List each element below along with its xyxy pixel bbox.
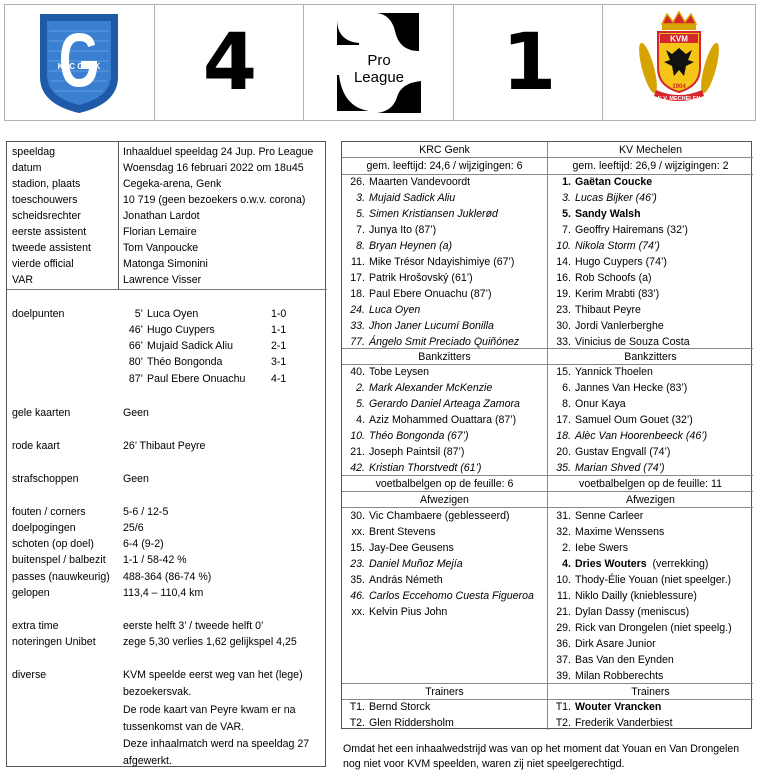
away-belgians-count: voetbalbelgen op de feuille: 11 <box>579 478 722 490</box>
shirt-number: 5. <box>562 208 571 220</box>
player-name: Luca Oyen <box>369 304 421 316</box>
shirt-number: 19. <box>556 288 571 300</box>
list-item <box>548 511 643 522</box>
krc-genk-logo <box>37 11 121 115</box>
player-name: Rob Schoofs (a) <box>575 272 652 284</box>
shirt-number: 21. <box>556 606 571 618</box>
goal-minute: 66’ <box>128 340 143 352</box>
shirt-number: 32. <box>556 526 571 538</box>
player-note: (verrekking) <box>646 558 709 570</box>
away-absent-header: Afwezigen <box>626 494 675 506</box>
list-item <box>548 575 731 586</box>
away-team-header: KV Mechelen <box>618 144 682 156</box>
goal-player: Mujaid Sadick Aliu <box>147 340 233 352</box>
list-item <box>548 671 663 682</box>
shirt-number: 30. <box>556 320 571 332</box>
list-item <box>342 209 498 220</box>
list-item <box>548 289 659 300</box>
goal-minute: 46’ <box>128 324 143 336</box>
stat-value: 25/6 <box>123 522 144 534</box>
list-item <box>548 702 661 713</box>
shirt-number: 35. <box>350 574 365 586</box>
list-item <box>342 225 436 236</box>
list-item <box>548 177 652 188</box>
info-key: datum <box>12 162 42 174</box>
player-name: Brent Stevens <box>369 526 436 538</box>
list-item <box>548 321 664 332</box>
player-name: Mujaid Sadick Aliu <box>369 192 456 204</box>
list-item <box>548 591 697 602</box>
home-logo-cell <box>5 5 155 120</box>
list-item <box>342 527 436 538</box>
home-bench-header: Bankzitters <box>418 351 471 363</box>
list-item <box>548 225 688 236</box>
away-score-cell <box>454 5 604 120</box>
player-name: Kristian Thorstvedt (61’) <box>369 462 482 474</box>
list-item <box>548 623 732 634</box>
footnote: Omdat het een inhaalwedstrijd was van op het moment dat Youan en Van Drongelen nog niet voor KVM speelden, waren zij niet speelgerechtigd. <box>343 743 740 770</box>
list-item <box>342 575 443 586</box>
goal-minute: 87’ <box>128 373 143 385</box>
info-value: Tom Vanpoucke <box>123 242 199 254</box>
player-name: Thody-Élie Youan (niet speelger.) <box>575 574 732 586</box>
goal-player: Hugo Cuypers <box>147 324 215 336</box>
shirt-number: 3. <box>562 192 571 204</box>
list-item <box>342 257 514 268</box>
player-name: Bryan Heynen (a) <box>369 240 453 252</box>
list-item <box>342 543 454 554</box>
player-name: Maarten Vandevoordt <box>369 176 471 188</box>
player-name: Jordi Vanlerberghe <box>575 320 664 332</box>
misc-label: diverse <box>12 669 47 681</box>
info-value: Jonathan Lardot <box>123 210 200 222</box>
shirt-number: 29. <box>556 622 571 634</box>
player-name: András Németh <box>369 574 443 586</box>
list-item <box>548 543 628 554</box>
shirt-number: 10. <box>350 430 365 442</box>
info-key: speeldag <box>12 146 56 158</box>
shirt-number: 37. <box>556 654 571 666</box>
player-name: Daniel Muñoz Mejía <box>369 558 463 570</box>
away-trainers-header: Trainers <box>631 686 670 698</box>
player-name: Geoffry Hairemans (32’) <box>575 224 688 236</box>
goal-minute: 80’ <box>128 356 143 368</box>
goal-score: 1-0 <box>271 308 287 320</box>
shirt-number: 17. <box>556 414 571 426</box>
player-name: Hugo Cuypers (74’) <box>575 256 667 268</box>
player-name: Iebe Swers <box>575 542 628 554</box>
stat-key: schoten (op doel) <box>12 538 94 550</box>
shirt-number: 6. <box>562 382 571 394</box>
player-name: Jannes Van Hecke (83’) <box>575 382 688 394</box>
extra-time-value: eerste helft 3’ / tweede helft 0’ <box>123 620 264 632</box>
shirt-number: 14. <box>556 256 571 268</box>
odds-label: noteringen Unibet <box>12 636 96 648</box>
list-item <box>342 591 534 602</box>
list-item <box>548 383 687 394</box>
away-logo-year: 1904 <box>672 83 686 90</box>
yellow-cards-value: Geen <box>123 407 149 419</box>
info-value: Lawrence Visser <box>123 274 202 286</box>
shirt-number: 2. <box>356 382 365 394</box>
player-name: Vic Chambaere (geblesseerd) <box>369 510 510 522</box>
shirt-number: 18. <box>556 430 571 442</box>
pro-league-logo <box>329 11 429 115</box>
player-name: Paul Ebere Onuachu (87’) <box>369 288 492 300</box>
stat-value: 488-364 (86-74 %) <box>123 571 212 583</box>
player-name: Gustav Engvall (74’) <box>575 446 671 458</box>
list-item <box>548 718 673 729</box>
list-item <box>548 655 674 666</box>
trainer-name: Glen Riddersholm <box>369 717 454 729</box>
player-name: Simen Kristiansen Juklerød <box>369 208 498 220</box>
list-item <box>342 289 492 300</box>
player-name: Aziz Mohammed Ouattara (87’) <box>369 414 517 426</box>
shirt-number: 4. <box>356 414 365 426</box>
player-name: Dirk Asare Junior <box>575 638 656 650</box>
list-item <box>342 431 469 442</box>
player-name: Sandy Walsh <box>575 208 641 220</box>
shirt-number: 17. <box>350 272 365 284</box>
home-logo-text: KRC GENK <box>57 61 101 71</box>
info-value: Woensdag 16 februari 2022 om 18u45 <box>123 162 304 174</box>
info-value: Inhaalduel speeldag 24 Jup. Pro League <box>123 146 314 158</box>
shirt-number: 3. <box>356 192 365 204</box>
info-key: scheidsrechter <box>12 210 81 222</box>
list-item <box>548 399 626 410</box>
player-name: Dries Wouters <box>575 558 647 570</box>
info-value: 10 719 (geen bezoekers o.w.v. corona) <box>123 194 306 206</box>
shirt-number: 10. <box>556 240 571 252</box>
home-belgians-count: voetbalbelgen op de feuille: 6 <box>375 478 514 490</box>
shirt-number: 20. <box>556 446 571 458</box>
shirt-number: 23. <box>556 304 571 316</box>
player-name: Gerardo Daniel Arteaga Zamora <box>369 398 520 410</box>
penalties-label: strafschoppen <box>12 473 79 485</box>
player-name: Patrik Hrošovský (61’) <box>369 272 473 284</box>
shirt-number: 26. <box>350 176 365 188</box>
player-name: Vinicius de Souza Costa <box>575 336 690 348</box>
list-item <box>548 367 653 378</box>
list-item <box>548 241 660 252</box>
shirt-number: 36. <box>556 638 571 650</box>
stat-key: passes (nauwkeurig) <box>12 571 110 583</box>
home-absent-header: Afwezigen <box>420 494 469 506</box>
goal-score: 4-1 <box>271 373 287 385</box>
player-name: Niklo Dailly (knieblessure) <box>575 590 697 602</box>
list-item <box>342 415 516 426</box>
misc-line: tussenkomst van de VAR. <box>123 721 245 733</box>
list-item <box>342 447 464 458</box>
list-item <box>548 209 641 220</box>
player-name: Ángelo Smit Preciado Quiñónez <box>369 336 520 348</box>
player-name: Junya Ito (87’) <box>369 224 437 236</box>
stat-value: 113,4 – 110,4 km <box>123 587 204 599</box>
info-key: tweede assistent <box>12 242 91 254</box>
shirt-number: 4. <box>562 558 571 570</box>
home-team-meta: gem. leeftijd: 24,6 / wijzigingen: 6 <box>366 160 523 172</box>
stat-key: gelopen <box>12 587 50 599</box>
away-bench-header: Bankzitters <box>624 351 677 363</box>
list-item <box>342 241 452 252</box>
player-name: Gaëtan Coucke <box>575 176 653 188</box>
home-score-cell <box>155 5 305 120</box>
shirt-number: xx. <box>351 526 365 538</box>
player-name: Joseph Paintsil (87’) <box>369 446 465 458</box>
list-item <box>548 337 690 348</box>
shirt-number: 33. <box>350 320 365 332</box>
list-item <box>548 447 670 458</box>
player-name: Onur Kaya <box>575 398 626 410</box>
stat-key: doelpogingen <box>12 522 76 534</box>
trainer-number: T1. <box>349 701 365 713</box>
player-name: Théo Bongonda (67’) <box>369 430 469 442</box>
odds-value: zege 5,30 verlies 1,62 gelijkspel 4,25 <box>123 636 297 648</box>
shirt-number: 1. <box>562 176 571 188</box>
list-item <box>342 511 510 522</box>
list-item <box>342 607 447 618</box>
red-card-value: 26’ Thibaut Peyre <box>123 440 206 452</box>
player-name: Senne Carleer <box>575 510 644 522</box>
away-logo-text-bottom: K.V. MECHELEN <box>657 95 701 102</box>
info-value: Matonga Simonini <box>123 258 208 270</box>
shirt-number: 30. <box>350 510 365 522</box>
home-team-header: KRC Genk <box>419 144 470 156</box>
stat-key: buitenspel / balbezit <box>12 554 106 566</box>
shirt-number: 42. <box>350 462 365 474</box>
info-value: Florian Lemaire <box>123 226 197 238</box>
list-item <box>548 463 665 474</box>
shirt-number: 23. <box>350 558 365 570</box>
player-name: Jhon Janer Lucumí Bonilla <box>369 320 494 332</box>
misc-line: KVM speelde eerst weg van het (lege) <box>123 669 303 681</box>
shirt-number: 16. <box>556 272 571 284</box>
info-key: toeschouwers <box>12 194 78 206</box>
player-name: Marian Shved (74’) <box>575 462 665 474</box>
shirt-number: 2. <box>562 542 571 554</box>
home-trainers-header: Trainers <box>425 686 464 698</box>
goal-player: Paul Ebere Onuachu <box>147 373 246 385</box>
shirt-number: 33. <box>556 336 571 348</box>
shirt-number: 8. <box>562 398 571 410</box>
away-team-meta: gem. leeftijd: 26,9 / wijzigingen: 2 <box>572 160 729 172</box>
list-item <box>548 257 667 268</box>
player-name: Alèc Van Hoorenbeeck (46’) <box>575 430 708 442</box>
player-name: Tobe Leysen <box>369 366 430 378</box>
lineup-table <box>341 141 752 729</box>
player-name: Jay-Dee Geusens <box>369 542 454 554</box>
player-name: Nikola Storm (74’) <box>575 240 660 252</box>
list-item <box>548 639 656 650</box>
shirt-number: 11. <box>557 590 571 602</box>
stat-key: fouten / corners <box>12 506 86 518</box>
misc-line: afgewerkt. <box>123 755 172 767</box>
list-item <box>342 383 492 394</box>
info-key: vierde official <box>12 258 74 270</box>
list-item <box>548 305 641 316</box>
shirt-number: 7. <box>562 224 571 236</box>
shirt-number: 5. <box>356 208 365 220</box>
shirt-number: xx. <box>351 606 365 618</box>
trainer-number: T2. <box>349 717 365 729</box>
shirt-number: 31. <box>556 510 571 522</box>
extra-time-label: extra time <box>12 620 59 632</box>
player-name: Kelvin Pius John <box>369 606 448 618</box>
shirt-number: 39. <box>556 670 571 682</box>
player-name: Thibaut Peyre <box>575 304 641 316</box>
list-item <box>342 463 481 474</box>
list-item <box>342 559 463 570</box>
league-logo-line2: League <box>353 68 404 86</box>
shirt-number: 35. <box>556 462 571 474</box>
list-item <box>342 367 429 378</box>
goal-player: Théo Bongonda <box>147 356 223 368</box>
league-logo-line1: Pro <box>366 51 391 69</box>
goal-score: 3-1 <box>271 356 287 368</box>
list-item <box>342 321 494 332</box>
list-item <box>342 702 430 713</box>
player-name: Samuel Oum Gouet (32’) <box>575 414 693 426</box>
red-card-label: rode kaart <box>12 440 60 452</box>
list-item <box>548 193 657 204</box>
info-separator <box>7 289 327 290</box>
trainer-name: Bernd Storck <box>369 701 431 713</box>
player-name: Lucas Bijker (46’) <box>575 192 657 204</box>
shirt-number: 15. <box>350 542 365 554</box>
player-name: Mark Alexander McKenzie <box>369 382 493 394</box>
info-value: Cegeka-arena, Genk <box>123 178 222 190</box>
home-score: 4 <box>202 17 256 108</box>
shirt-number: 10. <box>556 574 571 586</box>
trainer-number: T2. <box>555 717 571 729</box>
shirt-number: 21. <box>350 446 365 458</box>
trainer-name: Wouter Vrancken <box>575 701 662 713</box>
list-item <box>342 337 519 348</box>
list-item <box>548 527 664 538</box>
info-divider <box>118 142 119 289</box>
shirt-number: 40. <box>350 366 365 378</box>
player-name: Milan Robberechts <box>575 670 664 682</box>
misc-line: Deze inhaalmatch werd na speeldag 27 <box>123 738 310 750</box>
player-name: Kerim Mrabti (83’) <box>575 288 660 300</box>
list-item <box>548 431 707 442</box>
goals-label: doelpunten <box>12 308 65 320</box>
player-name: Maxime Wenssens <box>575 526 665 538</box>
away-logo-cell <box>603 5 755 120</box>
shirt-number: 15. <box>556 366 571 378</box>
trainer-name: Frederik Vanderbiest <box>575 717 673 729</box>
penalties-value: Geen <box>123 473 149 485</box>
away-logo-text-top: KVM <box>670 34 689 43</box>
shirt-number: 8. <box>356 240 365 252</box>
shirt-number: 24. <box>350 304 365 316</box>
kv-mechelen-logo <box>634 10 724 116</box>
goal-player: Luca Oyen <box>147 308 199 320</box>
stat-value: 6-4 (9-2) <box>123 538 164 550</box>
misc-line: De rode kaart van Peyre kwam er na <box>123 704 296 716</box>
info-key: stadion, plaats <box>12 178 81 190</box>
yellow-cards-label: gele kaarten <box>12 407 71 419</box>
trainer-number: T1. <box>555 701 571 713</box>
shirt-number: 77. <box>350 336 365 348</box>
goal-score: 2-1 <box>271 340 287 352</box>
list-item <box>548 415 693 426</box>
list-item <box>342 718 454 729</box>
list-item <box>342 177 470 188</box>
list-item <box>548 559 708 570</box>
shirt-number: 5. <box>356 398 365 410</box>
list-item <box>342 193 455 204</box>
stat-value: 1-1 / 58-42 % <box>123 554 187 566</box>
misc-line: bezoekersvak. <box>123 686 192 698</box>
player-name: Yannick Thoelen <box>575 366 653 378</box>
list-item <box>342 399 520 410</box>
player-name: Dylan Dassy (meniscus) <box>575 606 690 618</box>
list-item <box>342 273 473 284</box>
match-info-table <box>6 141 326 767</box>
goal-minute: 5’ <box>134 308 143 320</box>
info-key: eerste assistent <box>12 226 87 238</box>
shirt-number: 11. <box>351 256 365 268</box>
player-name: Carlos Eccehomo Cuesta Figueroa <box>369 590 534 602</box>
away-score: 1 <box>501 17 555 108</box>
list-item <box>548 273 652 284</box>
goal-score: 1-1 <box>271 324 287 336</box>
list-item <box>548 607 689 618</box>
player-name: Mike Trésor Ndayishimiye (67’) <box>369 256 515 268</box>
shirt-number: 18. <box>350 288 365 300</box>
scoreboard <box>4 4 756 121</box>
shirt-number: 7. <box>356 224 365 236</box>
info-key: VAR <box>12 274 33 286</box>
stat-value: 5-6 / 12-5 <box>123 506 169 518</box>
player-name: Bas Van den Eynden <box>575 654 674 666</box>
league-logo-cell <box>304 5 454 120</box>
shirt-number: 46. <box>350 590 365 602</box>
player-name: Rick van Drongelen (niet speelg.) <box>575 622 732 634</box>
list-item <box>342 305 420 316</box>
